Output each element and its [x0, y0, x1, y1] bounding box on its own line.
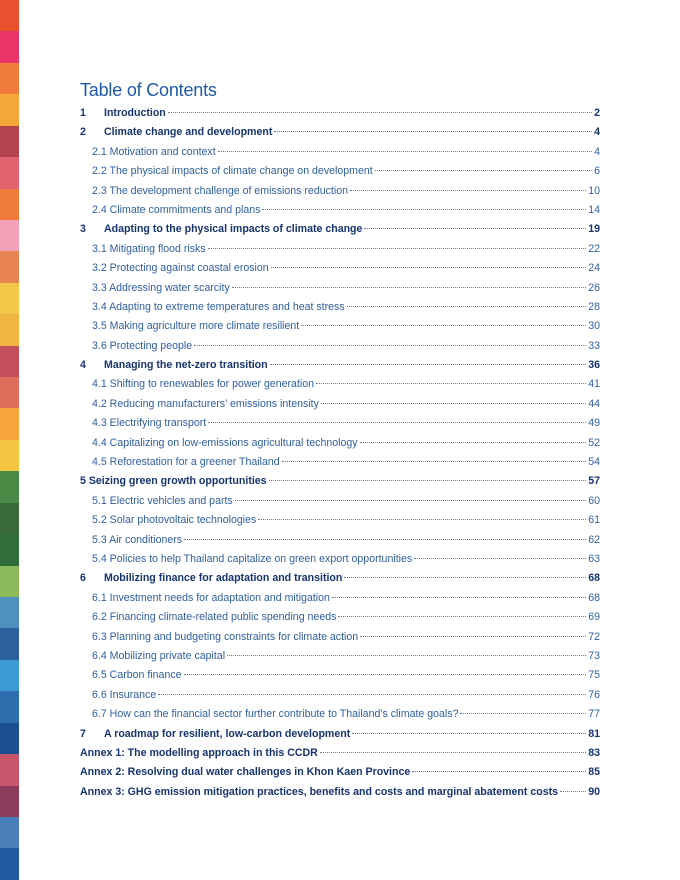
- toc-dot-leader: [352, 733, 586, 734]
- toc-entry[interactable]: [80, 669, 600, 688]
- stripe-segment: [0, 471, 19, 502]
- toc-entry-page: 2: [594, 107, 600, 119]
- toc-entry-page: 73: [588, 649, 600, 662]
- toc-entry-label: 5 Seizing green growth opportunities: [80, 475, 267, 488]
- toc-entry-number: 7: [80, 727, 86, 740]
- toc-entry-label: Annex 2: Resolving dual water challenges in Khon Kaen Province: [80, 766, 411, 779]
- toc-entry[interactable]: [80, 650, 600, 669]
- toc-entry-label: 4.4 Capitalizing on low-emissions agricultural technology: [92, 436, 358, 449]
- stripe-segment: [0, 346, 19, 377]
- toc-entry-label: 5.3 Air conditioners: [92, 533, 183, 546]
- toc-dot-leader: [316, 383, 586, 384]
- stripe-segment: [0, 408, 19, 439]
- toc-entry-number: 1: [80, 107, 86, 119]
- toc-entry-page: 14: [588, 203, 600, 216]
- toc-entry[interactable]: [80, 553, 600, 572]
- toc-entry-page: 62: [588, 533, 600, 546]
- toc-entry-label: 2.1 Motivation and context: [92, 145, 216, 158]
- toc-dot-leader: [208, 422, 586, 423]
- toc-entry[interactable]: [80, 185, 600, 204]
- toc-dot-leader: [332, 597, 586, 598]
- toc-dot-leader: [274, 131, 592, 132]
- toc-entry-label: 2.4 Climate commitments and plans: [92, 203, 261, 216]
- toc-entry-page: 19: [588, 223, 600, 236]
- toc-entry[interactable]: [80, 398, 600, 417]
- toc-entry[interactable]: [80, 378, 600, 397]
- toc-entry-page: 75: [588, 669, 600, 682]
- toc-dot-leader: [282, 461, 587, 462]
- toc-dot-leader: [158, 694, 586, 695]
- toc-dot-leader: [184, 539, 586, 540]
- stripe-segment: [0, 660, 19, 691]
- toc-entry[interactable]: [80, 320, 600, 339]
- toc-entry-page: 61: [588, 514, 600, 527]
- toc-dot-leader: [232, 287, 586, 288]
- stripe-segment: [0, 754, 19, 785]
- toc-entry[interactable]: [80, 631, 600, 650]
- toc-entry-page: 44: [588, 397, 600, 410]
- toc-entry-label: 3.5 Making agriculture more climate resilient: [92, 320, 300, 333]
- toc-entry[interactable]: [80, 747, 600, 766]
- toc-entry-label: 3.4 Adapting to extreme temperatures and heat stress: [92, 300, 345, 313]
- toc-entry[interactable]: [80, 359, 600, 378]
- toc-entry-page: 72: [588, 630, 600, 643]
- toc-entry[interactable]: [80, 301, 600, 320]
- toc-entry-page: 57: [588, 475, 600, 488]
- toc-entry-page: 60: [588, 494, 600, 507]
- toc-entry-label: Annex 1: The modelling approach in this CCDR: [80, 746, 318, 759]
- toc-dot-leader: [364, 228, 586, 229]
- stripe-segment: [0, 786, 19, 817]
- toc-entry[interactable]: [80, 766, 600, 785]
- toc-entry[interactable]: [80, 204, 600, 223]
- toc-entry-number: 6: [80, 572, 86, 585]
- toc-entry-label: 6.2 Financing climate-related public spending needs: [92, 611, 337, 624]
- toc-dot-leader: [560, 791, 586, 792]
- toc-entry[interactable]: [80, 495, 600, 514]
- toc-dot-leader: [321, 403, 586, 404]
- toc-dot-leader: [218, 151, 592, 152]
- stripe-segment: [0, 126, 19, 157]
- toc-dot-leader: [269, 480, 587, 481]
- toc-entry[interactable]: [80, 417, 600, 436]
- toc-entry[interactable]: [80, 243, 600, 262]
- toc-entry-page: 83: [588, 746, 600, 759]
- toc-entry-number: 3: [80, 223, 86, 236]
- toc-list: [80, 107, 600, 805]
- toc-entry-page: 54: [588, 456, 600, 469]
- toc-entry-page: 90: [588, 785, 600, 798]
- toc-entry[interactable]: [80, 107, 600, 126]
- toc-entry-page: 49: [588, 417, 600, 430]
- toc-dot-leader: [227, 655, 586, 656]
- toc-entry-label: Climate change and development: [104, 126, 273, 139]
- toc-entry-label: 4.1 Shifting to renewables for power generation: [92, 378, 315, 391]
- toc-dot-leader: [168, 112, 592, 113]
- toc-entry-page: 63: [588, 552, 600, 565]
- toc-dot-leader: [270, 364, 587, 365]
- toc-entry-page: 77: [588, 708, 600, 721]
- toc-entry[interactable]: [80, 514, 600, 533]
- toc-dot-leader: [338, 616, 586, 617]
- toc-entry-page: 69: [588, 611, 600, 624]
- toc-entry-page: 85: [588, 766, 600, 779]
- toc-entry-label: Introduction: [104, 107, 166, 119]
- toc-entry-label: 5.4 Policies to help Thailand capitalize on green export opportunities: [92, 552, 413, 565]
- toc-entry-label: 3.3 Addressing water scarcity: [92, 281, 230, 294]
- toc-entry-page: 68: [588, 572, 600, 585]
- toc-dot-leader: [235, 500, 586, 501]
- toc-entry-number: 2: [80, 126, 86, 139]
- decorative-color-stripe: [0, 0, 19, 880]
- toc-entry-label: 6.5 Carbon finance: [92, 669, 182, 682]
- toc-entry-page: 24: [588, 262, 600, 275]
- toc-entry-page: 41: [588, 378, 600, 391]
- stripe-segment: [0, 189, 19, 220]
- toc-entry[interactable]: [80, 165, 600, 184]
- toc-entry-label: A roadmap for resilient, low-carbon development: [104, 727, 351, 740]
- toc-entry[interactable]: [80, 728, 600, 747]
- toc-entry[interactable]: [80, 146, 600, 165]
- toc-entry-page: 52: [588, 436, 600, 449]
- stripe-segment: [0, 220, 19, 251]
- toc-entry[interactable]: [80, 534, 600, 553]
- toc-entry[interactable]: [80, 437, 600, 456]
- stripe-segment: [0, 94, 19, 125]
- stripe-segment: [0, 534, 19, 565]
- toc-entry-page: 33: [588, 339, 600, 352]
- toc-entry[interactable]: [80, 708, 600, 727]
- toc-entry-label: Managing the net-zero transition: [104, 359, 268, 372]
- toc-entry-label: 6.4 Mobilizing private capital: [92, 649, 226, 662]
- toc-entry[interactable]: [80, 475, 600, 494]
- stripe-segment: [0, 0, 19, 31]
- stripe-segment: [0, 283, 19, 314]
- toc-entry-page: 76: [588, 688, 600, 701]
- toc-entry-label: 6.1 Investment needs for adaptation and mitigation: [92, 591, 330, 604]
- toc-entry[interactable]: [80, 572, 600, 591]
- stripe-segment: [0, 251, 19, 282]
- toc-entry-label: 3.2 Protecting against coastal erosion: [92, 262, 269, 275]
- toc-entry-label: 4.5 Reforestation for a greener Thailand: [92, 456, 280, 469]
- toc-dot-leader: [360, 636, 586, 637]
- toc-entry-number: 4: [80, 359, 86, 372]
- toc-entry-label: Mobilizing finance for adaptation and transition: [104, 572, 343, 585]
- toc-dot-leader: [414, 558, 586, 559]
- toc-dot-leader: [360, 442, 587, 443]
- toc-title: Table of Contents: [80, 80, 217, 100]
- toc-entry-label: 6.3 Planning and budgeting constraints for climate action: [92, 630, 359, 643]
- toc-entry-label: 2.2 The physical impacts of climate change on development: [92, 165, 373, 178]
- stripe-segment: [0, 817, 19, 848]
- table-of-contents: [80, 80, 600, 805]
- toc-entry[interactable]: [80, 282, 600, 301]
- toc-entry[interactable]: [80, 340, 600, 359]
- toc-entry-page: 4: [594, 126, 600, 139]
- stripe-segment: [0, 63, 19, 94]
- toc-dot-leader: [320, 752, 586, 753]
- toc-entry-label: 2.3 The development challenge of emissions reduction: [92, 184, 348, 197]
- stripe-segment: [0, 723, 19, 754]
- toc-entry-page: 68: [588, 591, 600, 604]
- toc-entry-label: 4.3 Electrifying transport: [92, 417, 207, 430]
- toc-entry-page: 4: [594, 145, 600, 158]
- toc-entry-page: 10: [588, 184, 600, 197]
- toc-entry-label: Adapting to the physical impacts of climate change: [104, 223, 363, 236]
- toc-dot-leader: [301, 325, 586, 326]
- toc-entry-page: 28: [588, 300, 600, 313]
- toc-entry-label: 4.2 Reducing manufacturers’ emissions intensity: [92, 397, 319, 410]
- toc-dot-leader: [208, 248, 587, 249]
- toc-dot-leader: [262, 209, 586, 210]
- stripe-segment: [0, 314, 19, 345]
- stripe-segment: [0, 848, 19, 879]
- toc-dot-leader: [194, 345, 586, 346]
- toc-entry-page: 26: [588, 281, 600, 294]
- toc-entry[interactable]: [80, 786, 600, 805]
- toc-entry-label: Annex 3: GHG emission mitigation practices, benefits and costs and marginal abatement costs: [80, 785, 559, 798]
- toc-entry[interactable]: [80, 223, 600, 242]
- toc-entry-page: 81: [588, 727, 600, 740]
- stripe-segment: [0, 597, 19, 628]
- toc-entry-label: 3.6 Protecting people: [92, 339, 193, 352]
- toc-entry-page: 36: [588, 359, 600, 372]
- toc-dot-leader: [184, 674, 587, 675]
- toc-dot-leader: [258, 519, 586, 520]
- stripe-segment: [0, 377, 19, 408]
- toc-entry-page: 22: [588, 242, 600, 255]
- toc-entry[interactable]: [80, 592, 600, 611]
- toc-dot-leader: [344, 577, 586, 578]
- toc-dot-leader: [271, 267, 587, 268]
- toc-entry[interactable]: [80, 262, 600, 281]
- toc-entry[interactable]: [80, 689, 600, 708]
- stripe-segment: [0, 157, 19, 188]
- toc-dot-leader: [412, 771, 586, 772]
- toc-entry-label: 5.2 Solar photovoltaic technologies: [92, 514, 257, 527]
- toc-entry-label: 6.6 Insurance: [92, 688, 157, 701]
- toc-dot-leader: [460, 713, 586, 714]
- stripe-segment: [0, 440, 19, 471]
- toc-entry[interactable]: [80, 126, 600, 145]
- stripe-segment: [0, 628, 19, 659]
- stripe-segment: [0, 691, 19, 722]
- toc-entry[interactable]: [80, 456, 600, 475]
- toc-dot-leader: [375, 170, 592, 171]
- toc-entry-label: 3.1 Mitigating flood risks: [92, 242, 206, 255]
- toc-entry-page: 6: [594, 165, 600, 178]
- stripe-segment: [0, 31, 19, 62]
- toc-dot-leader: [347, 306, 587, 307]
- toc-entry-page: 30: [588, 320, 600, 333]
- toc-entry-label: 6.7 How can the financial sector further contribute to Thailand’s climate goals?: [92, 708, 459, 721]
- toc-entry[interactable]: [80, 611, 600, 630]
- toc-dot-leader: [350, 190, 586, 191]
- toc-entry-label: 5.1 Electric vehicles and parts: [92, 494, 233, 507]
- stripe-segment: [0, 503, 19, 534]
- stripe-segment: [0, 566, 19, 597]
